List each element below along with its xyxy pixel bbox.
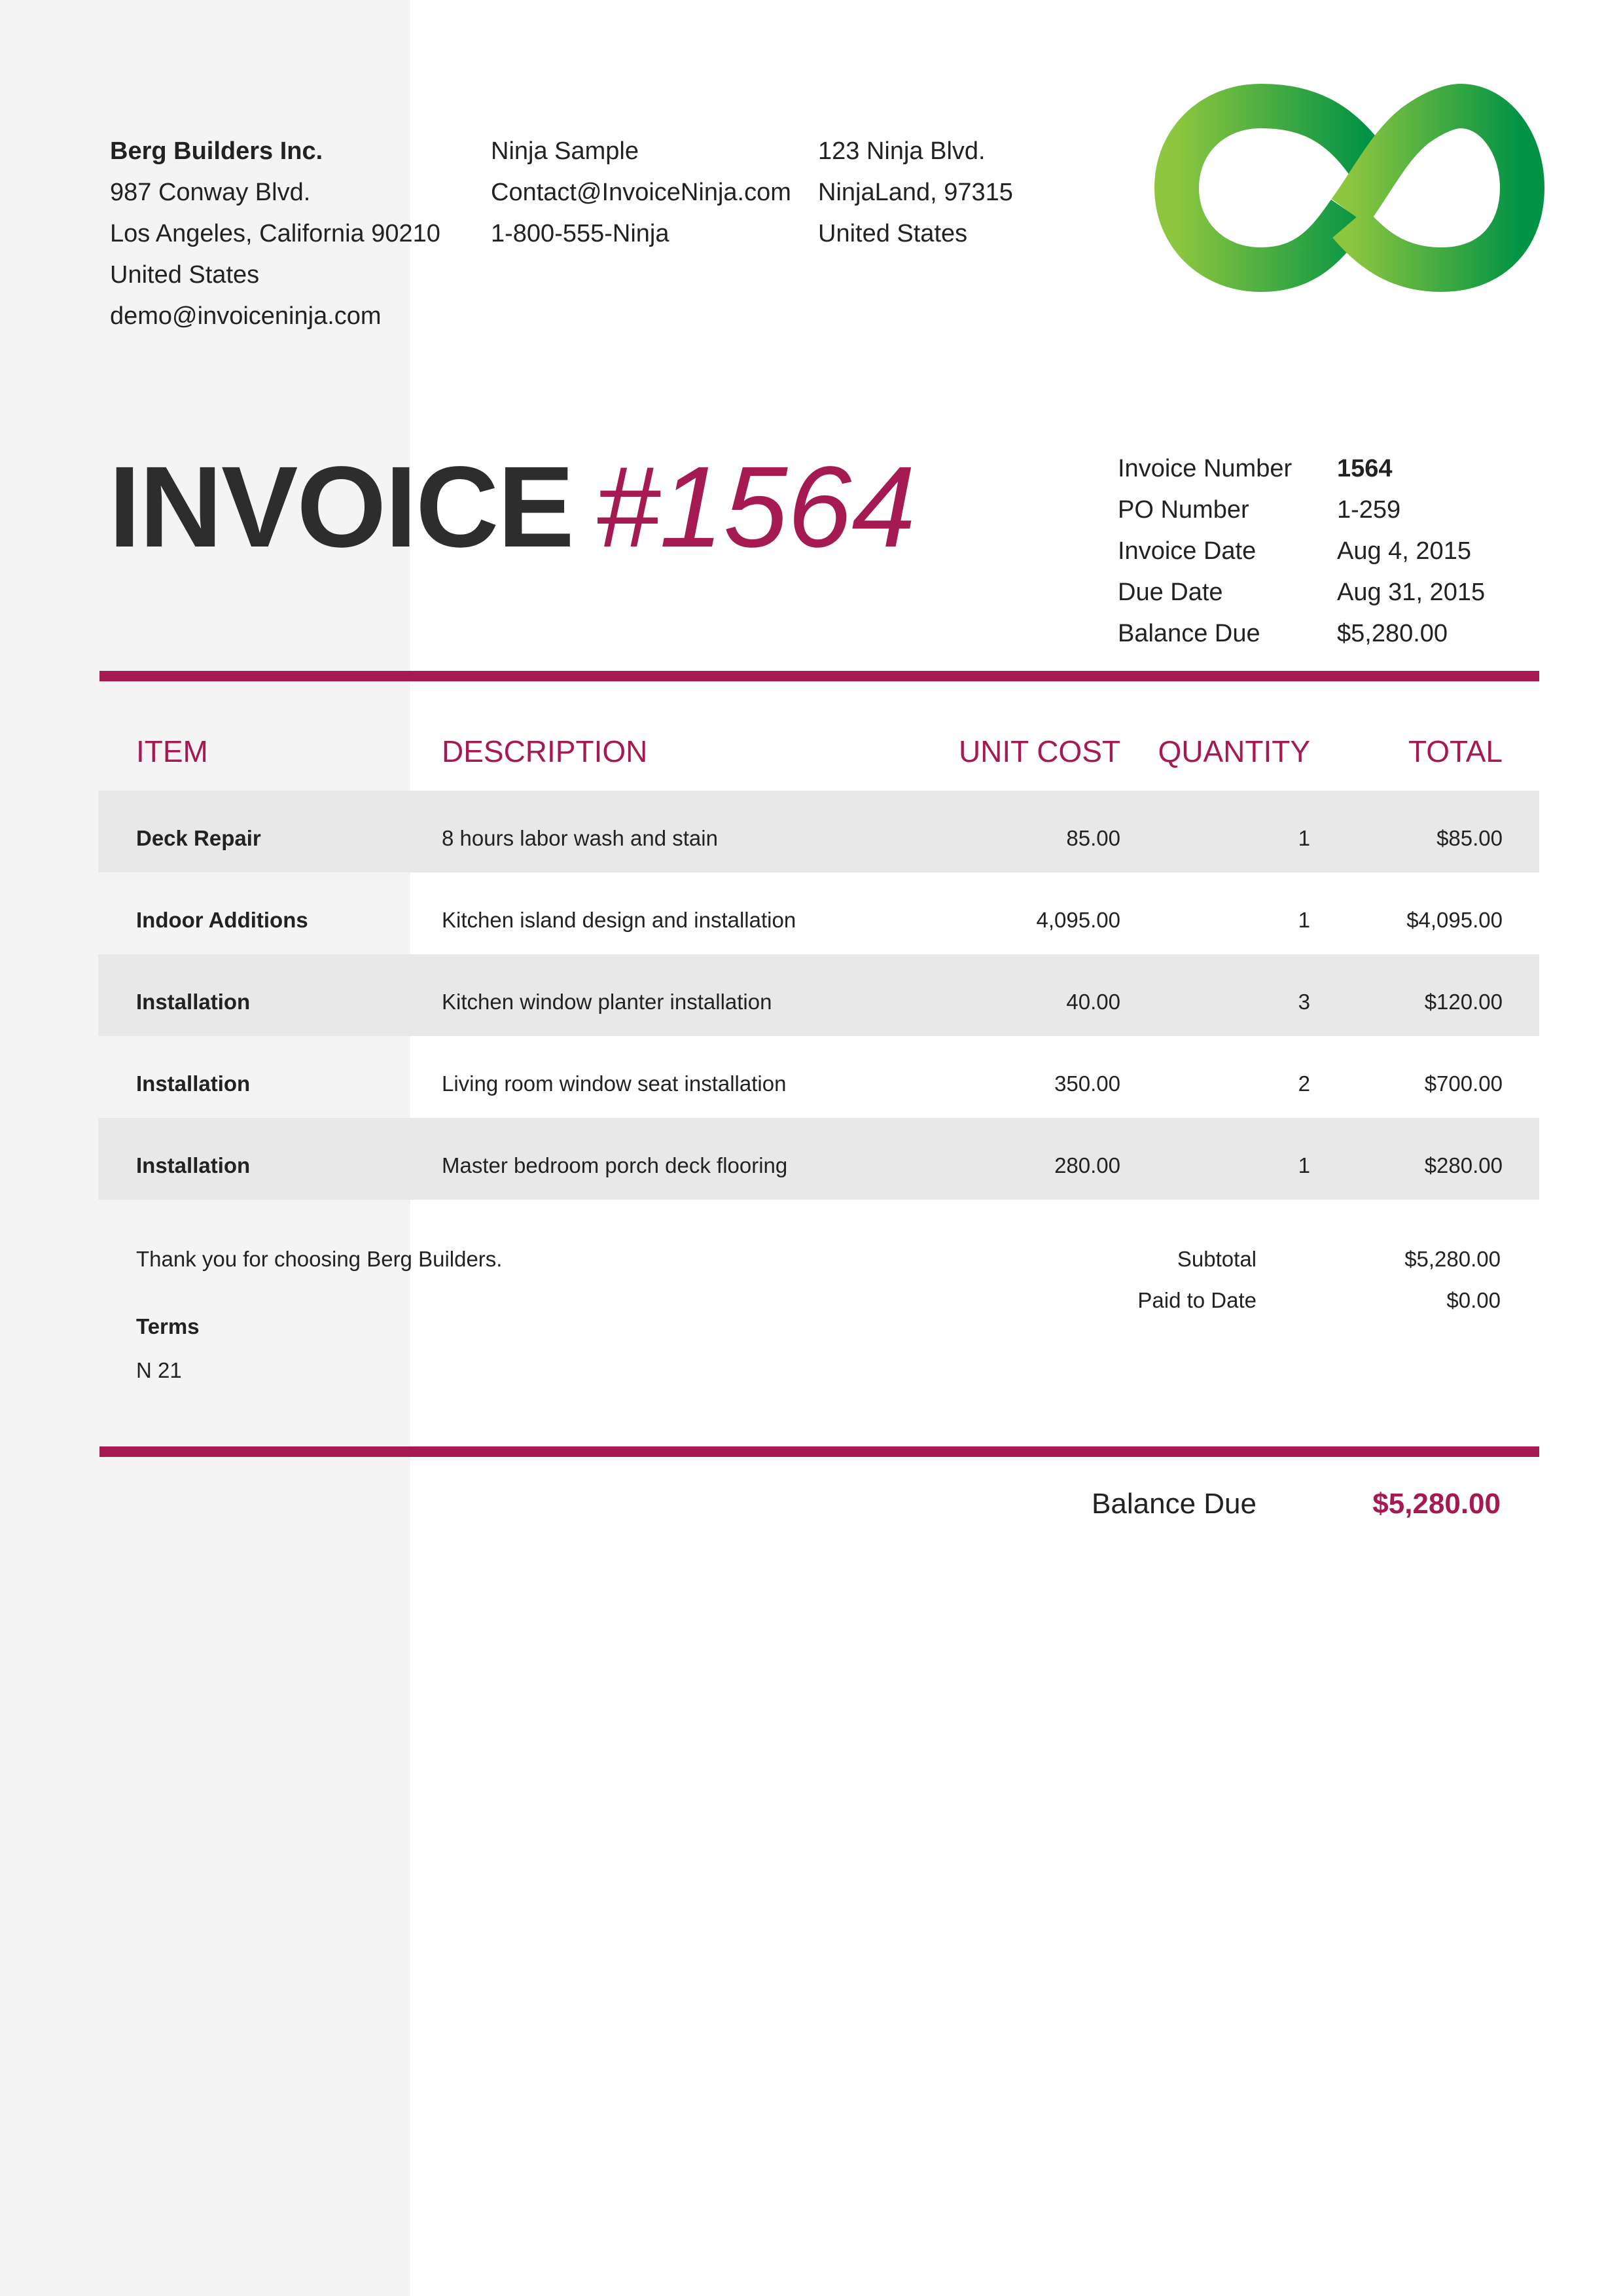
infinity-logo-icon [1153, 82, 1546, 293]
table-row [98, 1036, 1539, 1118]
column-header-description: DESCRIPTION [442, 734, 648, 768]
client-contact [491, 131, 791, 255]
cell-quantity: 1 [1298, 908, 1310, 932]
company-address [110, 131, 440, 337]
cell-quantity: 1 [1298, 1153, 1310, 1177]
detail-row [1118, 572, 1485, 613]
cell-description: Kitchen island design and installation [442, 908, 796, 932]
detail-label: Due Date [1118, 579, 1223, 606]
cell-total: $85.00 [1436, 826, 1503, 850]
detail-row [1118, 490, 1485, 531]
client-phone: 1-800-555-Ninja [491, 220, 669, 247]
cell-quantity: 1 [1298, 826, 1310, 850]
detail-value: 1-259 [1337, 496, 1401, 524]
cell-unit-cost: 40.00 [1066, 990, 1120, 1014]
detail-value: Aug 31, 2015 [1337, 579, 1486, 606]
detail-row [1118, 531, 1485, 572]
detail-label: Invoice Date [1118, 537, 1257, 565]
company-country: United States [110, 261, 260, 289]
paid-to-date-label: Paid to Date [1137, 1288, 1257, 1312]
cell-total: $280.00 [1424, 1153, 1503, 1177]
cell-unit-cost: 280.00 [1054, 1153, 1120, 1177]
company-email: demo@invoiceninja.com [110, 302, 382, 330]
balance-due-value: $5,280.00 [1372, 1488, 1501, 1520]
detail-value: 1564 [1337, 455, 1393, 482]
column-header-total: TOTAL [1408, 734, 1503, 768]
cell-description: Master bedroom porch deck flooring [442, 1153, 788, 1177]
cell-total: $120.00 [1424, 990, 1503, 1014]
invoice-title-word: INVOICE [109, 443, 573, 571]
table-header [98, 681, 1539, 791]
subtotal-value: $5,280.00 [1404, 1247, 1501, 1271]
detail-label: Invoice Number [1118, 455, 1293, 482]
company-address-line2: Los Angeles, California 90210 [110, 220, 440, 247]
terms-value: N 21 [136, 1358, 182, 1382]
line-items [98, 791, 1539, 1200]
invoice-details [1118, 448, 1485, 655]
table-row [98, 954, 1539, 1036]
table-row [98, 1118, 1539, 1200]
accent-divider-bottom [99, 1446, 1539, 1457]
cell-item: Deck Repair [136, 826, 261, 850]
cell-total: $700.00 [1424, 1071, 1503, 1096]
client-street: 123 Ninja Blvd. [818, 137, 986, 165]
cell-unit-cost: 85.00 [1066, 826, 1120, 850]
detail-label: Balance Due [1118, 620, 1260, 647]
cell-item: Installation [136, 990, 251, 1014]
accent-divider-top [99, 671, 1539, 681]
detail-label: PO Number [1118, 496, 1249, 524]
paid-to-date-value: $0.00 [1446, 1288, 1501, 1312]
column-header-unit-cost: UNIT COST [958, 734, 1120, 768]
column-header-item: ITEM [136, 734, 208, 768]
cell-description: Living room window seat installation [442, 1071, 787, 1096]
cell-unit-cost: 4,095.00 [1036, 908, 1120, 932]
cell-item: Installation [136, 1071, 251, 1096]
cell-total: $4,095.00 [1406, 908, 1503, 932]
cell-description: Kitchen window planter installation [442, 990, 772, 1014]
cell-unit-cost: 350.00 [1054, 1071, 1120, 1096]
subtotal-label: Subtotal [1177, 1247, 1257, 1271]
invoice-title-number: #1564 [595, 443, 916, 571]
column-header-quantity: QUANTITY [1158, 734, 1310, 768]
cell-item: Installation [136, 1153, 251, 1177]
company-name: Berg Builders Inc. [110, 137, 323, 165]
cell-quantity: 2 [1298, 1071, 1310, 1096]
cell-quantity: 3 [1298, 990, 1310, 1014]
cell-description: 8 hours labor wash and stain [442, 826, 718, 850]
cell-item: Indoor Additions [136, 908, 308, 932]
detail-value: Aug 4, 2015 [1337, 537, 1471, 565]
thank-you-note: Thank you for choosing Berg Builders. [136, 1247, 503, 1271]
detail-value: $5,280.00 [1337, 620, 1448, 647]
detail-row [1118, 448, 1485, 490]
table-row [98, 872, 1539, 954]
detail-row [1118, 613, 1485, 655]
client-country: United States [818, 220, 968, 247]
client-email: Contact@InvoiceNinja.com [491, 179, 791, 206]
client-address [818, 131, 1013, 255]
company-address-line1: 987 Conway Blvd. [110, 179, 311, 206]
client-name: Ninja Sample [491, 137, 639, 165]
invoice-title [109, 439, 916, 576]
client-city: NinjaLand, 97315 [818, 179, 1013, 206]
balance-due-label: Balance Due [1092, 1488, 1257, 1520]
terms-label: Terms [136, 1314, 200, 1338]
table-row [98, 791, 1539, 872]
